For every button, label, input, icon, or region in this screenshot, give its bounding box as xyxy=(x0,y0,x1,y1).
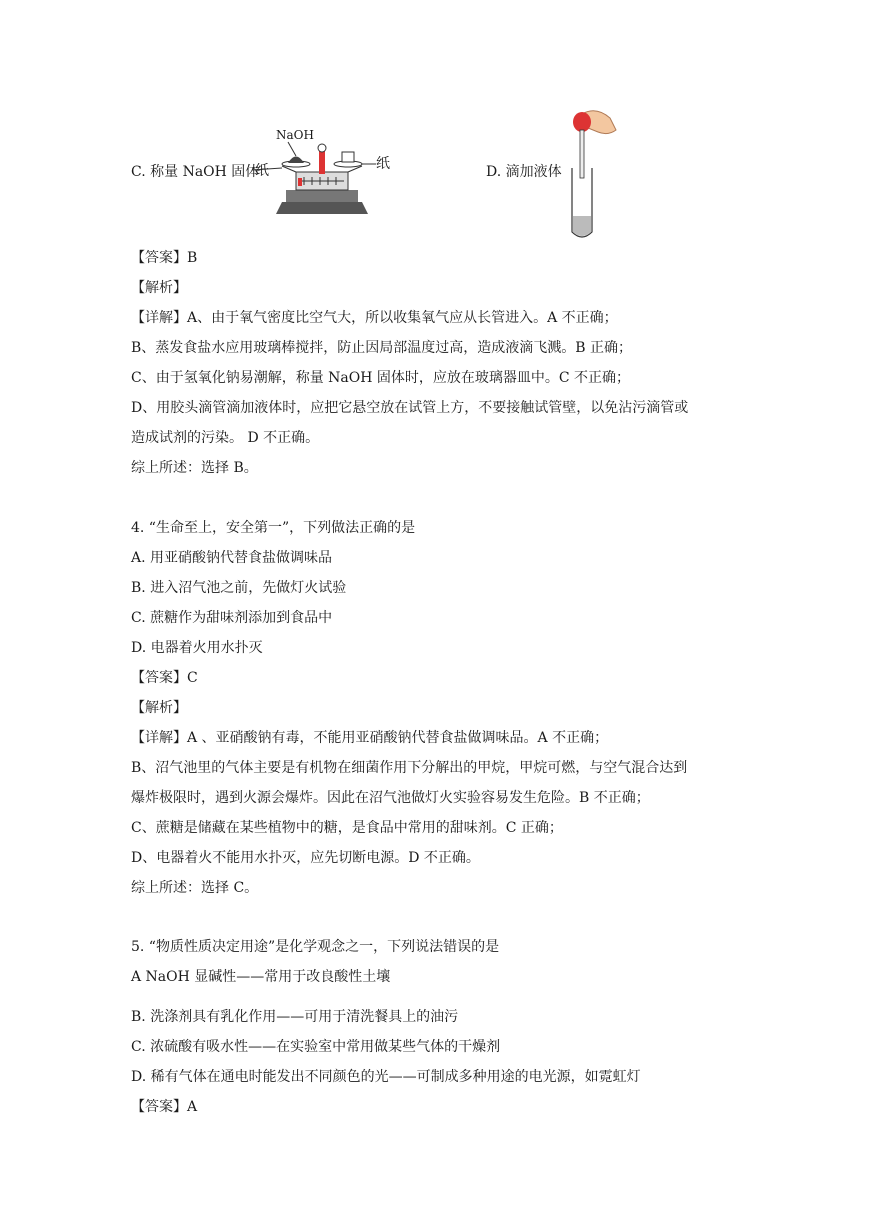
summary-line: 综上所述：选择 B。 xyxy=(131,460,258,476)
figure-d-label: D. 滴加液体 xyxy=(486,164,562,180)
summary-line: 综上所述：选择 C。 xyxy=(131,880,259,896)
detail-line: B、蒸发食盐水应用玻璃棒搅拌，防止因局部温度过高，造成液滴飞溅。B 正确； xyxy=(131,340,633,356)
option-d: D. 稀有气体在通电时能发出不同颜色的光——可制成多种用途的电光源，如霓虹灯 xyxy=(131,1069,641,1085)
detail-line: 【详解】A 、亚硝酸钠有毒，不能用亚硝酸钠代替食盐做调味品。A 不正确； xyxy=(131,730,609,746)
option-c: C. 蔗糖作为甜味剂添加到食品中 xyxy=(131,610,333,626)
option-b: B. 洗涤剂具有乳化作用——可用于清洗餐具上的油污 xyxy=(131,1009,459,1025)
balance-icon xyxy=(252,124,392,216)
detail-line: D、电器着火不能用水扑灭，应先切断电源。D 不正确。 xyxy=(131,850,480,866)
option-d: D. 电器着火用水扑灭 xyxy=(131,640,263,656)
dropper-figure xyxy=(560,104,620,244)
detail-line: 爆炸极限时，遇到火源会爆炸。因此在沼气池做灯火实验容易发生危险。B 不正确； xyxy=(131,790,650,806)
naoh-tag: NaOH xyxy=(276,128,314,142)
option-a: A NaOH 显碱性——常用于改良酸性土壤 xyxy=(131,969,391,985)
paper-label-left: 纸 xyxy=(255,163,269,179)
dropper-icon xyxy=(560,104,620,244)
detail-line: B、沼气池里的气体主要是有机物在细菌作用下分解出的甲烷，甲烷可燃，与空气混合达到 xyxy=(131,760,688,776)
analysis-heading: 【解析】 xyxy=(131,280,187,296)
figure-c-label: C. 称量 NaOH 固体 xyxy=(131,164,260,180)
detail-line: D、用胶头滴管滴加液体时，应把它悬空放在试管上方，不要接触试管壁，以免沾污滴管或 xyxy=(131,400,689,416)
detail-line: C、由于氢氧化钠易潮解，称量 NaOH 固体时，应放在玻璃器皿中。C 不正确； xyxy=(131,370,631,386)
option-b: B. 进入沼气池之前，先做灯火试验 xyxy=(131,580,347,596)
option-a: A. 用亚硝酸钠代替食盐做调味品 xyxy=(131,550,333,566)
balance-figure xyxy=(252,124,392,216)
question-4-stem: 4. “生命至上，安全第一”，下列做法正确的是 xyxy=(131,520,416,536)
answer-line: 【答案】C xyxy=(131,670,198,686)
answer-line: 【答案】B xyxy=(131,250,198,266)
analysis-heading: 【解析】 xyxy=(131,700,187,716)
answer-line: 【答案】A xyxy=(131,1099,198,1115)
detail-line: 造成试剂的污染。 D 不正确。 xyxy=(131,430,320,446)
option-c: C. 浓硫酸有吸水性——在实验室中常用做某些气体的干燥剂 xyxy=(131,1039,501,1055)
paper-label-right: 纸 xyxy=(376,156,390,172)
detail-line: C、蔗糖是储藏在某些植物中的糖，是食品中常用的甜味剂。C 正确； xyxy=(131,820,563,836)
question-5-stem: 5. “物质性质决定用途”是化学观念之一，下列说法错误的是 xyxy=(131,939,500,955)
detail-line: 【详解】A、由于氧气密度比空气大，所以收集氧气应从长管进入。A 不正确； xyxy=(131,310,618,326)
